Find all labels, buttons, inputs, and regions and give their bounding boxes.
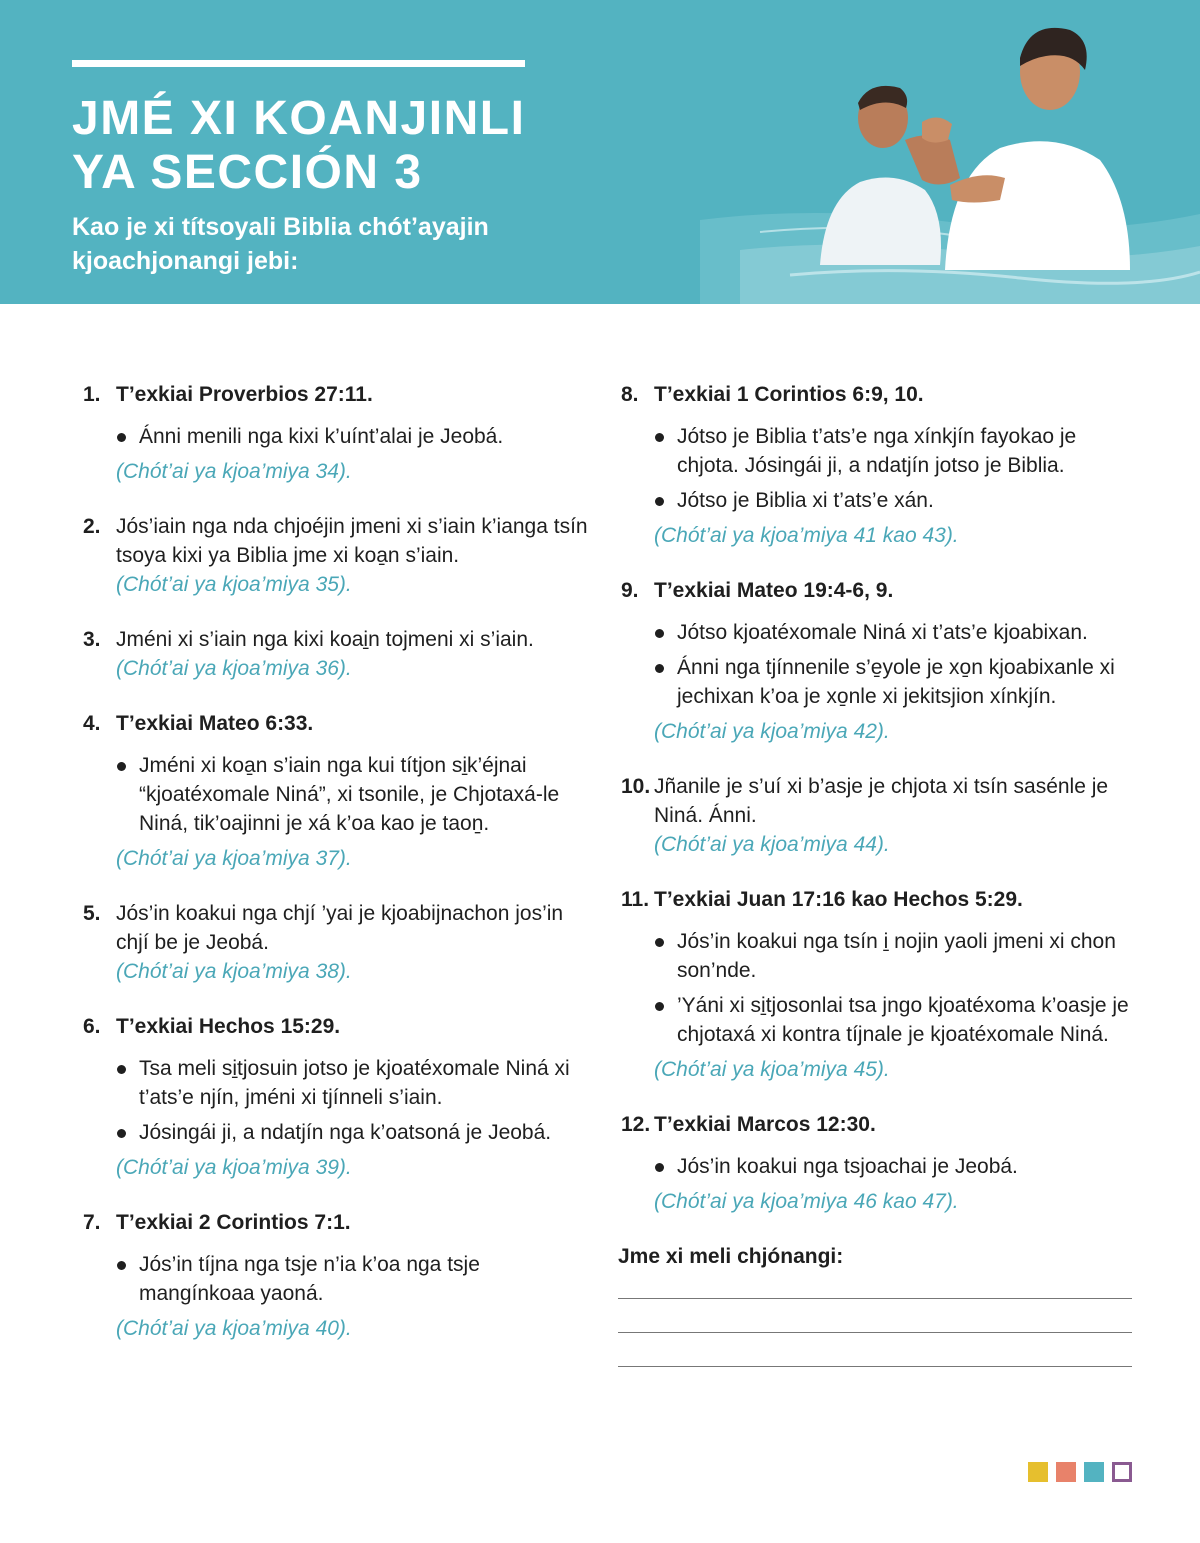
reference-note: (Chót’ai ya kjoa’miya 45). [654, 1058, 890, 1081]
teal-square [1084, 1462, 1104, 1482]
yellow-square [1028, 1462, 1048, 1482]
bullet-point: Ánni menili nga kixi k’uínt’alai je Jeobá. [116, 422, 600, 451]
bullet-list [654, 618, 1138, 711]
item-heading: T’exkiai Juan 17:16 kao Hechos 5:29. [654, 888, 1023, 911]
list-item [618, 772, 1138, 859]
right-column [618, 380, 1138, 1367]
notes-writing-line[interactable] [618, 1366, 1132, 1367]
item-number: 1. [83, 383, 101, 406]
bullet-point: ’Yáni xi si̱tjosonlai tsa jngo kjoatéxoma k’oasje je chjotaxá xi kontra tíjnale je kjoatéxomale Niná. [654, 991, 1138, 1049]
bullet-point: Jós’in tíjna nga tsje n’ia k’oa nga tsje mangínkoaa yaoná. [116, 1250, 600, 1308]
title-line-1: JMÉ XI KOANJINLI [72, 92, 526, 145]
item-number: 4. [83, 712, 101, 735]
subtitle-line-1: Kao je xi títsoyali Biblia chót’ayajin [72, 213, 489, 241]
list-item [618, 576, 1138, 746]
reference-note: (Chót’ai ya kjoa’miya 41 kao 43). [654, 524, 959, 547]
item-number: 9. [621, 579, 639, 602]
item-number: 6. [83, 1015, 101, 1038]
item-number: 11. [621, 888, 650, 911]
list-item [80, 625, 600, 683]
item-number: 10. [621, 775, 651, 798]
bullet-point: Jótso kjoatéxomale Niná xi t’ats’e kjoabixan. [654, 618, 1138, 647]
item-heading: T’exkiai Mateo 6:33. [116, 712, 314, 735]
item-number: 8. [621, 383, 639, 406]
title-line-2: YA SECCIÓN 3 [72, 146, 423, 199]
item-heading: T’exkiai Mateo 19:4-6, 9. [654, 579, 894, 602]
bullet-list [116, 422, 600, 451]
bullet-list [654, 422, 1138, 515]
list-item [80, 1208, 600, 1343]
bullet-list [654, 927, 1138, 1049]
notes-writing-line[interactable] [618, 1298, 1132, 1299]
notes-section [618, 1242, 1138, 1367]
bullet-point: Tsa meli si̱tjosuin jotso je kjoatéxomale Niná xi t’ats’e njín, jméni xi tjínneli s’iain. [116, 1054, 600, 1112]
item-heading: T’exkiai Hechos 15:29. [116, 1015, 341, 1038]
item-number: 12. [621, 1113, 651, 1136]
bullet-point: Jós’in koakui nga tsjoachai je Jeobá. [654, 1152, 1138, 1181]
bullet-list [116, 751, 600, 838]
item-heading: T’exkiai 2 Corintios 7:1. [116, 1211, 351, 1234]
list-item [80, 380, 600, 486]
reference-note: (Chót’ai ya kjoa’miya 35). [116, 573, 352, 596]
item-number: 7. [83, 1211, 101, 1234]
header-rule [72, 60, 525, 67]
reference-note: (Chót’ai ya kjoa’miya 40). [116, 1317, 352, 1340]
reference-note: (Chót’ai ya kjoa’miya 39). [116, 1156, 352, 1179]
list-item [80, 1012, 600, 1182]
reference-note: (Chót’ai ya kjoa’miya 34). [116, 460, 352, 483]
bullet-point: Ánni nga tjínnenile s’e̱yole je xo̱n kjoabixanle xi jechixan k’oa je xo̱nle xi jekitsjion xínkjín. [654, 653, 1138, 711]
reference-note: (Chót’ai ya kjoa’miya 44). [654, 833, 890, 856]
reference-note: (Chót’ai ya kjoa’miya 42). [654, 720, 890, 743]
notes-label: Jme xi meli chjónangi: [618, 1245, 844, 1268]
item-text: Jós’in koakui nga chjí ’yai je kjoabijnachon jos’in chjí be je Jeobá. [116, 902, 564, 954]
baptism-illustration [700, 0, 1200, 304]
notes-writing-line[interactable] [618, 1332, 1132, 1333]
reference-note: (Chót’ai ya kjoa’miya 37). [116, 847, 352, 870]
coral-square [1056, 1462, 1076, 1482]
page-subtitle [72, 210, 592, 278]
item-number: 3. [83, 628, 101, 651]
page-title [72, 92, 632, 200]
reference-note: (Chót’ai ya kjoa’miya 46 kao 47). [654, 1190, 959, 1213]
reference-note: (Chót’ai ya kjoa’miya 36). [116, 657, 352, 680]
item-heading: T’exkiai Marcos 12:30. [654, 1113, 876, 1136]
subtitle-line-2: kjoachjonangi jebi: [72, 247, 299, 275]
bullet-point: Jósingái ji, a ndatjín nga k’oatsoná je Jeobá. [116, 1118, 600, 1147]
item-heading: T’exkiai 1 Corintios 6:9, 10. [654, 383, 924, 406]
item-heading: T’exkiai Proverbios 27:11. [116, 383, 373, 406]
item-number: 5. [83, 902, 101, 925]
list-item [618, 380, 1138, 550]
left-column [80, 380, 600, 1369]
list-item [80, 899, 600, 986]
item-text: Jñanile je s’uí xi b’asje je chjota xi tsín sasénle je Niná. Ánni. [654, 775, 1109, 827]
item-number: 2. [83, 515, 101, 538]
bullet-list [654, 1152, 1138, 1181]
item-text: Jós’iain nga nda chjoéjin jmeni xi s’iain k’ianga tsín tsoya kixi ya Biblia jme xi koa̱n s’iain. [116, 515, 588, 567]
list-item [80, 512, 600, 599]
reference-note: (Chót’ai ya kjoa’miya 38). [116, 960, 352, 983]
list-item [618, 1110, 1138, 1216]
bullet-list [116, 1054, 600, 1147]
bullet-list [116, 1250, 600, 1308]
bullet-point: Jótso je Biblia xi t’ats’e xán. [654, 486, 1138, 515]
bullet-point: Jméni xi koa̱n s’iain nga kui títjon si̱k’éjnai “kjoatéxomale Niná”, xi tsonile, je Chjotaxá-le Niná, tik’oajinni je xá k’oa kao je taoṉ. [116, 751, 600, 838]
bullet-point: Jós’in koakui nga tsín i̱ nojin yaoli jmeni xi chon son’nde. [654, 927, 1138, 985]
list-item [618, 885, 1138, 1084]
item-text: Jméni xi s’iain nga kixi koai̱n tojmeni xi s’iain. [116, 628, 534, 651]
list-item [80, 709, 600, 873]
purple-outline-square [1112, 1462, 1132, 1482]
bullet-point: Jótso je Biblia t’ats’e nga xínkjín fayokao je chjota. Jósingái ji, a ndatjín jotso je Biblia. [654, 422, 1138, 480]
header-banner [0, 0, 1200, 304]
